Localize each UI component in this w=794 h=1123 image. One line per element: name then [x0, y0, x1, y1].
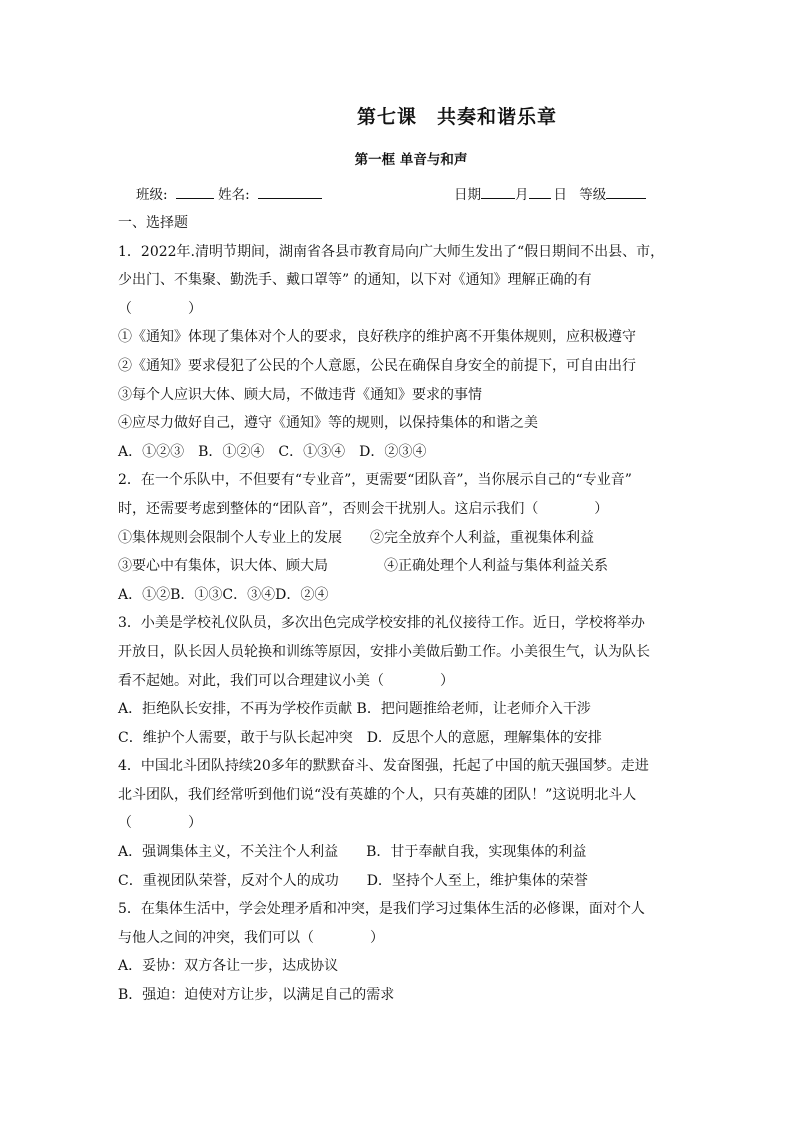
- grade-blank[interactable]: [606, 184, 646, 199]
- options-line: C．重视团队荣誉，反对个人的成功 D．坚持个人至上，维护集体的荣誉: [118, 872, 588, 889]
- question-1: [118, 238, 684, 467]
- options-line: A．①②B．①③C．③④D．②④: [118, 586, 329, 603]
- class-blank[interactable]: [176, 184, 214, 199]
- name-label: 姓名:: [218, 187, 250, 203]
- question-stem-line: 2．在一个乐队中，不但要有“专业音”，更需要“团队音”，当你展示自己的“专业音”: [118, 472, 632, 489]
- options-line: A．拒绝队长安排，不再为学校作贡献 B．把问题推给老师，让老师介入干涉: [118, 701, 591, 718]
- question-stem-line: 少出门、不集聚、勤洗手、戴口罩等” 的通知，以下对《通知》理解正确的有: [118, 272, 592, 289]
- statement-line: ②《通知》要求侵犯了公民的个人意愿，公民在确保自身安全的前提下，可自由出行: [118, 357, 636, 374]
- month-label: 月: [515, 187, 529, 203]
- question-answer-paren[interactable]: （ ）: [118, 300, 202, 317]
- section-heading: 一、选择题: [118, 215, 188, 231]
- question-stem-line: 4．中国北斗团队持续20多年的默默奋斗、发奋图强，托起了中国的航天强国梦。走进: [118, 758, 649, 775]
- name-blank[interactable]: [258, 184, 322, 199]
- question-stem-line: 北斗团队，我们经常听到他们说“没有英雄的个人，只有英雄的团队！”这说明北斗人: [118, 786, 637, 803]
- class-label: 班级:: [136, 187, 168, 203]
- question-stem-line: 5．在集体生活中，学会处理矛盾和冲突，是我们学习过集体生活的必修课，面对个人: [118, 901, 645, 918]
- student-info-row: [136, 183, 676, 203]
- student-info-right: [454, 183, 646, 203]
- statement-line: ①《通知》体现了集体对个人的要求，良好秩序的维护离不开集体规则，应积极遵守: [118, 329, 636, 346]
- page-subtitle: 第一框 单音与和声: [354, 152, 468, 168]
- options-line: A．强调集体主义，不关注个人利益 B．甘于奉献自我，实现集体的利益: [118, 844, 587, 861]
- page-title: 第七课 共奏和谐乐章: [356, 106, 557, 128]
- question-4: [118, 752, 684, 895]
- statement-line: ③每个人应识大体、顾大局，不做违背《通知》要求的事情: [118, 386, 482, 403]
- question-stem-line: 3．小美是学校礼仪队员，多次出色完成学校安排的礼仪接待工作。近日，学校将举办: [118, 615, 645, 632]
- options-line: A．妥协：双方各让一步，达成协议: [118, 958, 339, 975]
- month-blank[interactable]: [481, 184, 515, 199]
- question-stem-line: 与他人之间的冲突，我们可以（ ）: [118, 929, 384, 946]
- question-3: [118, 609, 684, 752]
- statement-line: ④应尽力做好自己，遵守《通知》等的规则，以保持集体的和谐之美: [118, 415, 538, 432]
- grade-label: 等级: [579, 187, 607, 203]
- day-blank[interactable]: [529, 184, 551, 199]
- options-line: B．强迫：迫使对方让步，以满足自己的需求: [118, 987, 395, 1004]
- content-body: [118, 209, 684, 1010]
- statement-line: ①集体规则会限制个人专业上的发展 ②完全放弃个人利益，重视集体利益: [118, 529, 594, 546]
- options-line: C．维护个人需要，敢于与队长起冲突 D．反思个人的意愿，理解集体的安排: [118, 729, 602, 746]
- question-stem-line: 时，还需要考虑到整体的“团队音”，否则会干扰别人。这启示我们（ ）: [118, 500, 609, 517]
- student-info-left: [136, 183, 322, 203]
- day-label: 日: [553, 187, 567, 203]
- options-line: A．①②③ B．①②④ C．①③④ D．②③④: [118, 443, 427, 460]
- date-label: 日期: [454, 187, 481, 203]
- statement-line: ③要心中有集体，识大体、顾大局 ④正确处理个人利益与集体利益关系: [118, 558, 608, 575]
- question-answer-paren[interactable]: （ ）: [118, 815, 202, 832]
- question-5: [118, 895, 684, 1009]
- question-stem-line: 开放日，队长因人员轮换和训练等原因，安排小美做后勤工作。小美很生气，认为队长: [118, 643, 650, 660]
- question-stem-line: 看不起她。对此，我们可以合理建议小美（ ）: [118, 672, 454, 689]
- question-2: [118, 466, 684, 609]
- question-stem-line: 1．2022年.清明节期间，湖南省各县市教育局向广大师生发出了“假日期间不出县、市，: [118, 243, 665, 260]
